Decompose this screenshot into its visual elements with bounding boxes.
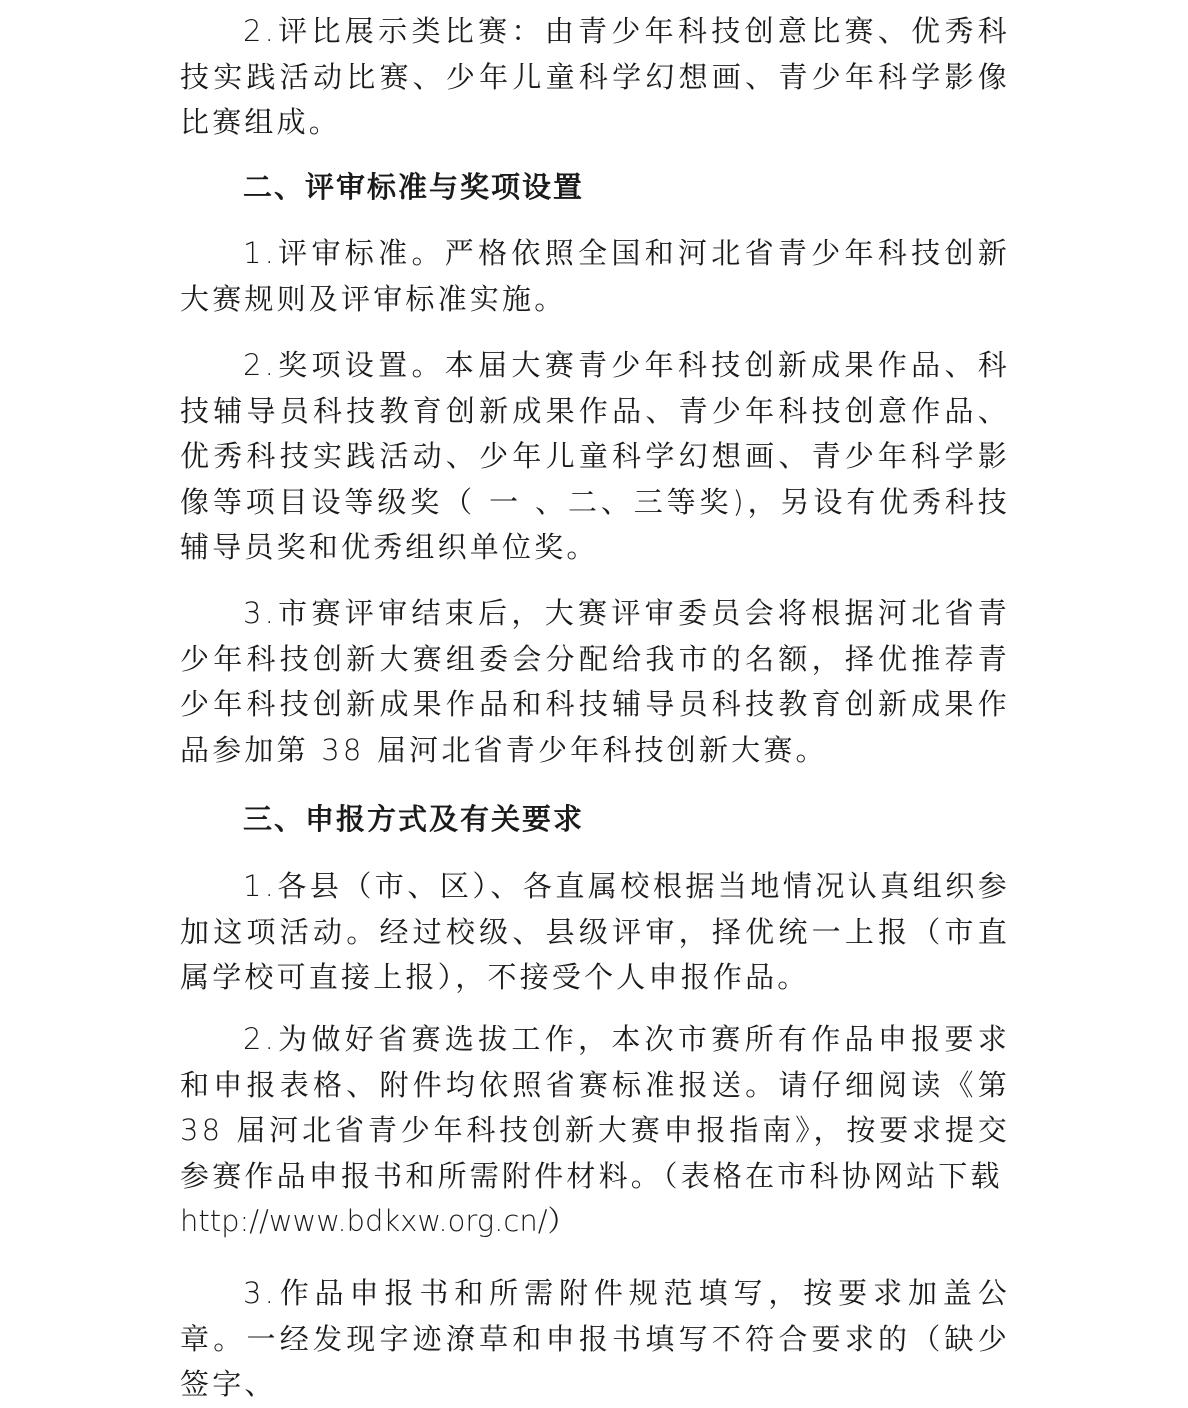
submission-requirements-text: 2.为做好省赛选拔工作，本次市赛所有作品申报要求和申报表格、附件均依照省赛标准报送。请仔细阅读《第 38 届河北省青少年科技创新大赛申报指南》，按要求提交参赛作品申报书和所需附件材料。（表格在市科协网站下载	[180, 1022, 1010, 1193]
download-url-link[interactable]: http://www.bdkxw.org.cn/	[180, 1204, 548, 1238]
section-heading-review-awards: 二、评审标准与奖项设置	[243, 170, 585, 204]
paragraph-organize-activity: 1.各县（市、区）、各直属校根据当地情况认真组织参加这项活动。经过校级、县级评审，择优统一上报（市直属学校可直接上报），不接受个人申报作品。	[180, 869, 1010, 994]
section-heading-submission: 三、申报方式及有关要求	[243, 802, 585, 836]
closing-parenthesis: ）	[547, 1204, 580, 1238]
paragraph-competition-display: 2.评比展示类比赛：由青少年科技创意比赛、优秀科技实践活动比赛、少年儿童科学幻想画、青少年科学影像比赛组成。	[180, 14, 1010, 139]
paragraph-review-standard: 1.评审标准。严格依照全国和河北省青少年科技创新大赛规则及评审标准实施。	[180, 236, 1010, 316]
paragraph-submission-requirements	[180, 1017, 1010, 1245]
paragraph-form-filling: 3.作品申报书和所需附件规范填写，按要求加盖公章。一经发现字迹潦草和申报书填写不符合要求的（缺少签字、	[180, 1276, 1010, 1401]
paragraph-recommendation: 3.市赛评审结束后，大赛评审委员会将根据河北省青少年科技创新大赛组委会分配给我市的名额，择优推荐青少年科技创新成果作品和科技辅导员科技教育创新成果作品参加第 38 届河北省青少年科技创新大赛。	[180, 596, 1010, 767]
paragraph-award-setting: 2.奖项设置。本届大赛青少年科技创新成果作品、科技辅导员科技教育创新成果作品、青少年科技创意作品、优秀科技实践活动、少年儿童科学幻想画、青少年科学影像等项目设等级奖（ 一 、二、三等奖)，另设有优秀科技辅导员奖和优秀组织单位奖。	[180, 348, 1010, 564]
